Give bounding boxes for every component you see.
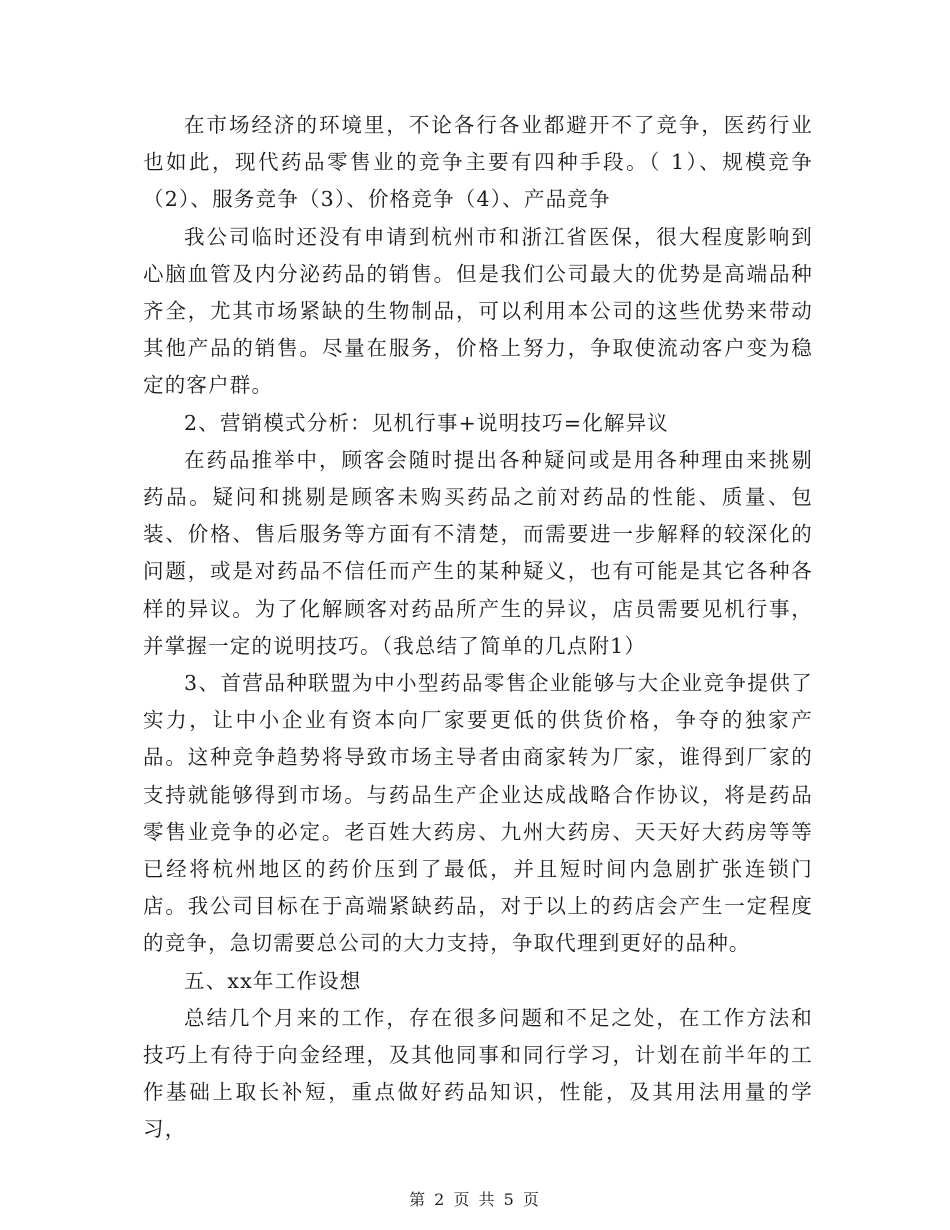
paragraph-first-product-alliance: 3、首营品种联盟为中小型药品零售企业能够与大企业竞争提供了实力，让中小企业有资本向厂家要更低的供货价格，争夺的独家产品。这种竞争趋势将导致市场主导者由商家转为厂家，谁得到厂家的支持就能够得到市场。与药品生产企业达成战略合作协议，将是药品零售业竞争的必定。老百姓大药房、九州大药房、天天好大药房等等已经将杭州地区的药价压到了最低，并且短时间内急剧扩张连锁门店。我公司目标在于高端紧缺药品，对于以上的药店会产生一定程度的竞争，急切需要总公司的大力支持，争取代理到更好的品种。 [143,671,813,956]
paragraph-work-plan-summary: 总结几个月来的工作，存在很多问题和不足之处，在工作方法和技巧上有待于向金经理，及其他同事和同行学习，计划在前半年的工作基础上取长补短，重点做好药品知识，性能，及其用法用量的学习， [143,1005,813,1142]
paragraph-competition-intro: 在市场经济的环境里，不论各行各业都避开不了竞争，医药行业也如此，现代药品零售业的竞争主要有四种手段。（ 1）、规模竞争（2）、服务竞争（3）、价格竞争（4）、产品竞争 [143,113,813,212]
paragraph-marketing-heading: 2、营销模式分析：见机行事+说明技巧=化解异议 [184,410,669,435]
document-body [143,107,813,1149]
section-heading-work-plan: 五、xx年工作设想 [184,968,362,993]
page-number-footer: 第 2 页 共 5 页 [409,1190,541,1209]
paragraph-company-situation: 我公司临时还没有申请到杭州市和浙江省医保，很大程度影响到心脑血管及内分泌药品的销售。但是我们公司最大的优势是高端品种齐全，尤其市场紧缺的生物制品，可以利用本公司的这些优势来带动其他产品的销售。尽量在服务，价格上努力，争取使流动客户变为稳定的客户群。 [143,224,813,398]
paragraph-objection-handling: 在药品推举中，顾客会随时提出各种疑问或是用各种理由来挑剔药品。疑问和挑剔是顾客未购买药品之前对药品的性能、质量、包装、价格、售后服务等方面有不清楚，而需要进一步解释的较深化的问题，或是对药品不信任而产生的某种疑义，也有可能是其它各种各样的异议。为了化解顾客对药品所产生的异议，店员需要见机行事，并掌握一定的说明技巧。（我总结了简单的几点附1） [143,447,813,658]
